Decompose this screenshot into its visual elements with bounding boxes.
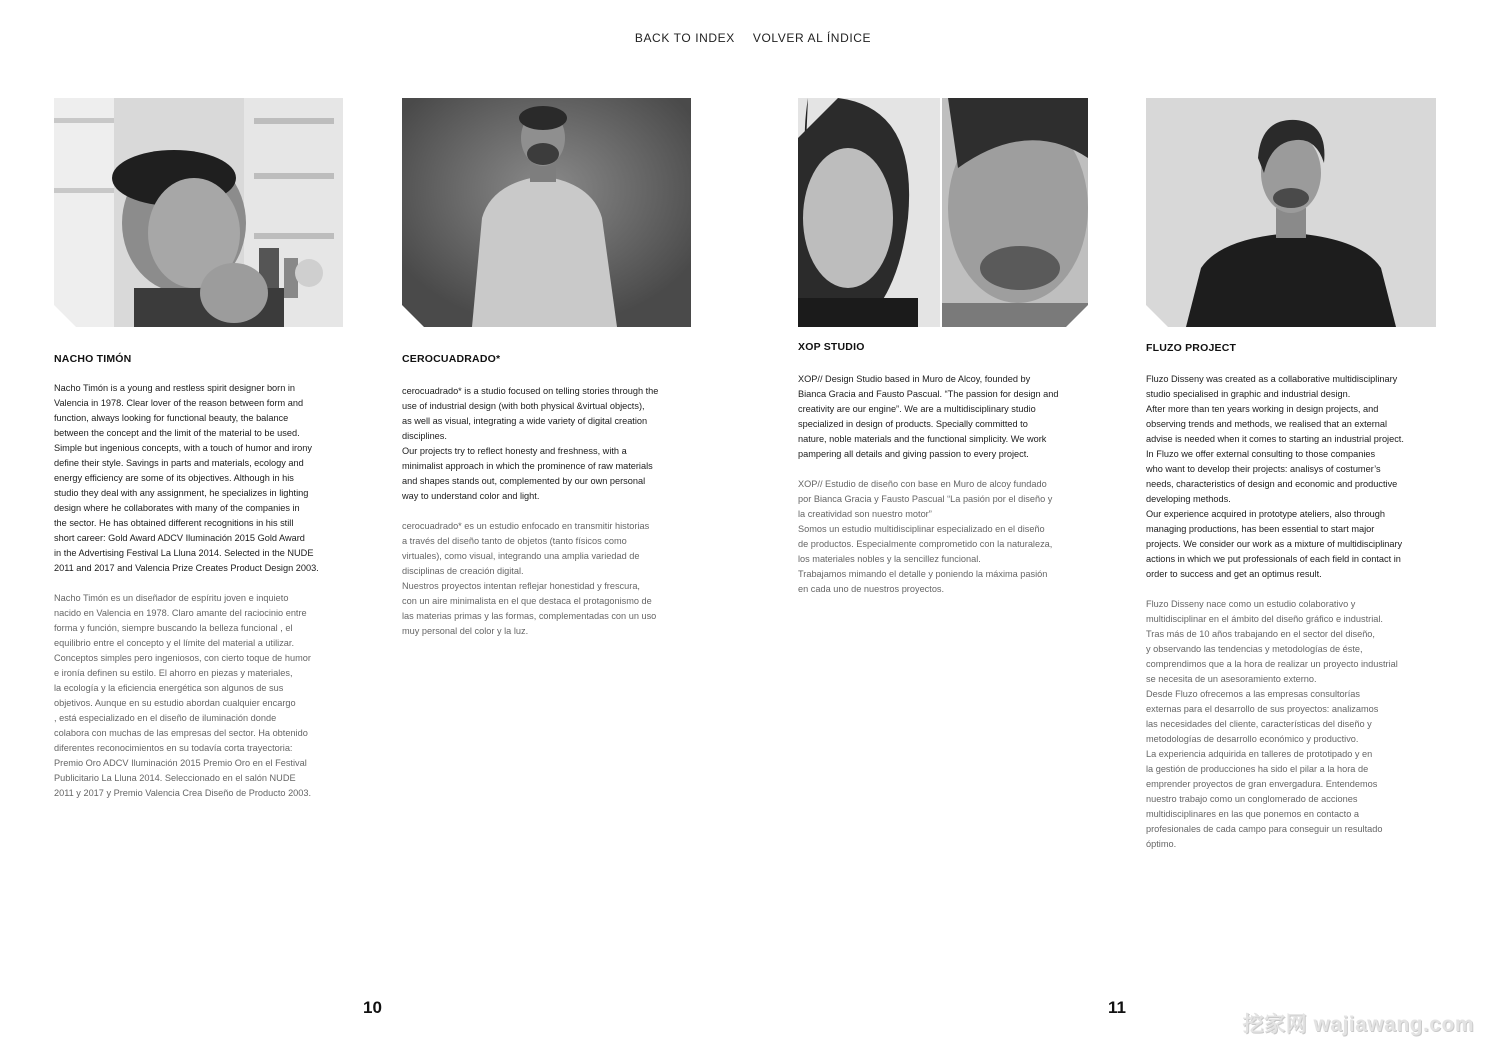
fluzo-project-photo — [1146, 98, 1436, 327]
top-nav — [0, 31, 1488, 45]
profile-bio-en-fluzo-project: Fluzo Disseny was created as a collaborative multidisciplinary studio specialised in graphic and industrial design. After more than ten years working in design projects, and observing trends and methods, we realised that an external advise is needed when it comes to starting an industrial project. In Fluzo we offer external consulting to those companies who want to develop their projects: analisys of costumer’s needs, characteristics of design and economic and productive developing methods. Our experience acquired in prototype ateliers, also through managing productions, has been essential to start major projects. We consider our work as a mixture of multidisciplinary actions in which we put professionals of each field in contact in order to success and get an optimus result. — [1146, 374, 1404, 579]
profile-name-xop-studio: XOP STUDIO — [798, 341, 865, 353]
profile-name-nacho-timon: NACHO TIMÓN — [54, 353, 132, 365]
nacho-timon-photo — [54, 98, 343, 327]
profile-bio-en-xop-studio: XOP// Design Studio based in Muro de Alcoy, founded by Bianca Gracia and Fausto Pascual. “The passion for design and creativity are our engine”. We are a multidisciplinary studio specialized in design of products. Specially committed to nature, noble materials and the functional simplicity. We work pampering all details and giving passion to every project. — [798, 374, 1059, 459]
profile-bio-es-fluzo-project: Fluzo Disseny nace como un estudio colaborativo y multidisciplinar en el ámbito del diseño gráfico e industrial. Tras más de 10 años trabajando en el sector del diseño, y observando las tendencias y metodologías de éste, comprendimos que a la hora de realizar un proyecto industrial se necesita de un asesoramiento externo. Desde Fluzo ofrecemos a las empresas consultorías externas para el desarrollo de sus proyectos: analizamos las necesidades del cliente, características del diseño y metodologías de desarrollo económico y productivo. La experiencia adquirida en talleres de prototipado y en la gestión de producciones ha sido el pilar a la hora de emprender proyectos de gran envergadura. Entendemos nuestro trabajo como un conglomerado de acciones multidisciplinares en las que ponemos en contacto a profesionales de cada campo para conseguir un resultado óptimo. — [1146, 599, 1398, 849]
profile-bio-es-nacho-timon: Nacho Timón es un diseñador de espíritu joven e inquieto nacido en Valencia en 1978. Claro amante del raciocinio entre forma y función, siempre buscando la belleza funcional , el equilibrio entre el concepto y el límite del material a utilizar. Conceptos simples pero ingeniosos, con cierto toque de humor e ironía definen su estilo. El ahorro en piezas y materiales, la ecología y la eficiencia energética son algunos de sus objetivos. Aunque en su estudio abordan cualquier encargo , está especializado en el diseño de iluminación donde colabora con muchas de las empresas del sector. Ha obtenido diferentes reconocimientos en su todavía corta trayectoria: Premio Oro ADCV Iluminación 2015 Premio Oro en el Festival Publicitario La Lluna 2014. Seleccionado en el salón NUDE 2011 y 2017 y Premio Valencia Crea Diseño de Producto 2003. — [54, 593, 312, 798]
xop-studio-photo — [798, 98, 1088, 327]
profile-name-fluzo-project: FLUZO PROJECT — [1146, 342, 1237, 354]
photo-corner-cut — [402, 305, 424, 327]
volver-al-indice-link[interactable]: VOLVER AL ÍNDICE — [752, 31, 872, 45]
profile-bio-en-cerocuadrado: cerocuadrado* is a studio focused on telling stories through the use of industrial design (with both physical &virtual objects), as well as visual, integrating a wide variety of digital creation disciplines. Our projects try to reflect honesty and freshness, with a minimalist approach in which the prominence of raw materials and shapes stands out, complemented by our own personal way to understand color and light. — [402, 386, 659, 501]
photo-corner-cut — [54, 305, 76, 327]
watermark: 挖家网 wajiawang.com — [1242, 1013, 1474, 1036]
profile-bio-en-nacho-timon: Nacho Timón is a young and restless spirit designer born in Valencia in 1978. Clear lover of the reason between form and function, always looking for functional beauty, the balance between the concept and the limit of the material to be used. Simple but ingenious concepts, with a touch of humor and irony define their style. Savings in parts and materials, ecology and energy efficiency are some of its objectives. Although in his studio they deal with any assignment, he specializes in lighting design where he collaborates with many of the companies in the sector. He has obtained different recognitions in his still short career: Gold Award ADCV Iluminación 2015 Gold Award in the Advertising Festival La Lluna 2014. Selected in the NUDE 2011 and 2017 and Valencia Prize Creates Product Design 2003. — [54, 383, 319, 573]
page-number-left: 10 — [363, 998, 382, 1017]
cerocuadrado-photo — [402, 98, 691, 327]
photo-corner-cut — [1146, 305, 1168, 327]
profile-bio-es-cerocuadrado: cerocuadrado* es un estudio enfocado en transmitir historias a través del diseño tanto de objetos (tanto físicos como virtuales), como visual, integrando una amplia variedad de disciplinas de creación digital. Nuestros proyectos intentan reflejar honestidad y frescura, con un aire minimalista en el que destaca el protagonismo de las materias primas y las formas, complementadas con un uso muy personal del color y la luz. — [402, 521, 657, 636]
profile-name-cerocuadrado: CEROCUADRADO* — [402, 353, 501, 365]
photo-corner-cut — [1066, 305, 1088, 327]
profile-bio-es-xop-studio: XOP// Estudio de diseño con base en Muro de alcoy fundado por Bianca Gracia y Fausto Pascual “La pasión por el diseño y la creatividad son nuestro motor” Somos un estudio multidisciplinar especializado en el diseño de productos. Especialmente comprometido con la naturaleza, los materiales nobles y la sencillez funcional. Trabajamos mimando el detalle y poniendo la máxima pasión en cada uno de nuestros proyectos. — [798, 479, 1053, 594]
page-number-right: 11 — [1108, 998, 1126, 1017]
back-to-index-link[interactable]: BACK TO INDEX — [634, 31, 735, 45]
